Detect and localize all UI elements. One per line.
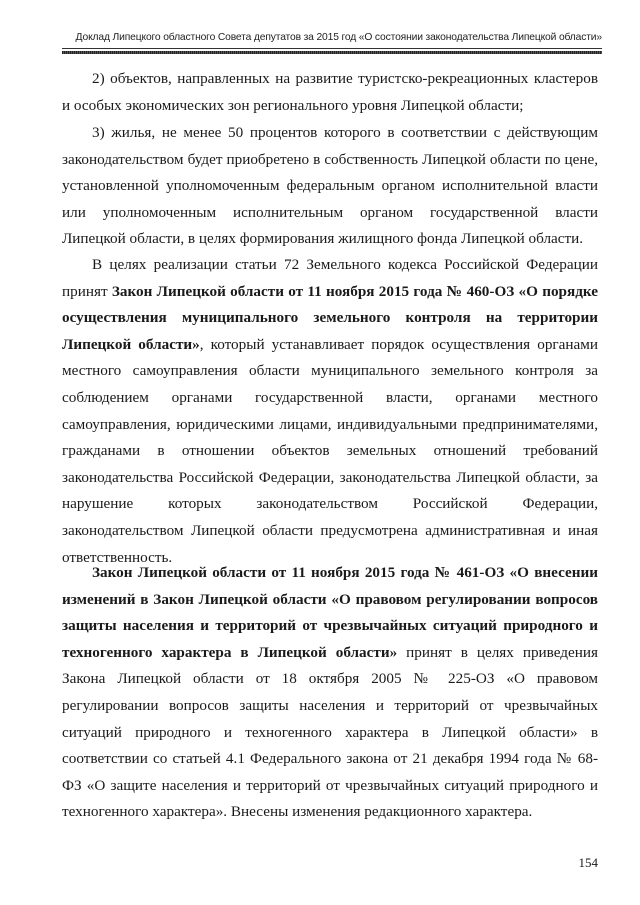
page-number: 154: [578, 855, 598, 870]
running-header: Доклад Липецкого областного Совета депутатов за 2015 год «О состоянии законодательства Липецкой области»: [75, 32, 602, 43]
paragraph-text-end: принят в целях приведения Закона Липецкой области от 18 октября 2005 № 225-ОЗ «О правовом регулировании вопросов защиты населения и территорий от чрезвычайных ситуаций природного и техногенного характера в Липецкой области» в соответствии со статьей 4.1 Федерального закона от 21 декабря 1994 года № 68-ФЗ «О защите населения и территорий от чрезвычайных ситуаций природного и техногенного характера». Внесены изменения редакционного характера.: [62, 643, 599, 821]
paragraph-law-460: [62, 252, 598, 571]
paragraph-item-2: [62, 66, 598, 119]
paragraph-text: 2) объектов, направленных на развитие туристско-рекреационных кластеров и особых экономических зон регионального уровня Липецкой области;: [62, 70, 598, 114]
paragraph-text: 3) жилья, не менее 50 процентов которого в соответствии с действующим законодательством будет приобретено в собственность Липецкой области по цене, установленной уполномоченным федеральным органом исполнительной власти или уполномоченным исполнительным органом государственной власти Липецкой области, в целях формирования жилищного фонда Липецкой области.: [62, 124, 598, 248]
paragraph-text-start: В целях реализации статьи 72 Земельного кодекса Российской Федерации принят: [62, 256, 598, 300]
header-rule-thick: [62, 51, 602, 54]
paragraph-text-end: , который устанавливает порядок осуществления органами местного самоуправления области муниципального земельного контроля за соблюдением органами государственной власти, органами местного самоуправления, юридическими лицами, индивидуальными предпринимателями, гражданами в отношении объектов земельных отношений требований законодательства Российской Федерации, законодательства Липецкой области, за нарушение которых законодательством Российской Федерации, законодательством Липецкой области предусмотрена административная и иная ответственность.: [62, 335, 598, 566]
law-460-title: Закон Липецкой области от 11 ноября 2015 года № 460-ОЗ «О порядке осуществления муниципального земельного контроля на территории Липецкой области»: [62, 282, 599, 353]
header-rule-thin: [62, 48, 602, 49]
paragraph-item-3: [62, 120, 598, 253]
law-461-title: Закон Липецкой области от 11 ноября 2015 года № 461-ОЗ «О внесении изменений в Закон Липецкой области «О правовом регулировании вопросов защиты населения и территорий от чрезвычайных ситуаций природного и техногенного характера в Липецкой области»: [62, 564, 598, 661]
paragraph-law-461: [62, 560, 598, 826]
